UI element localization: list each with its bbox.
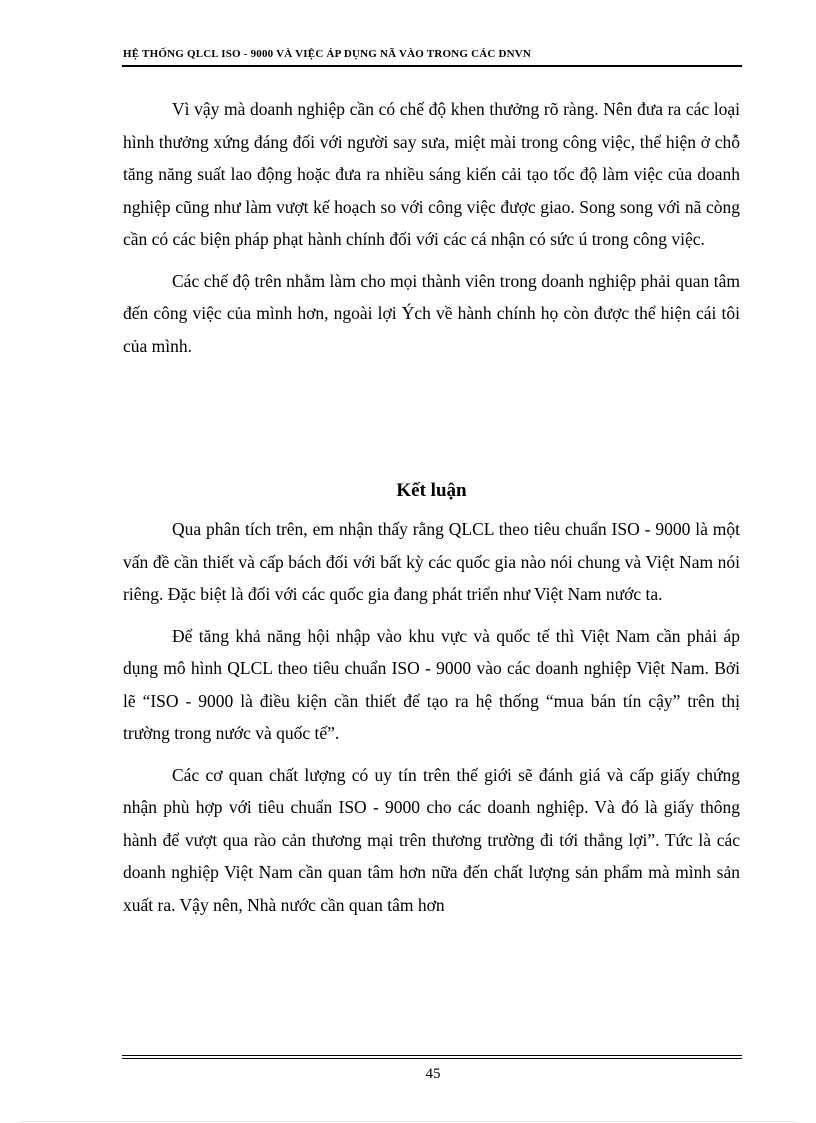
running-header: HỆ THỐNG QLCL ISO - 9000 VÀ VIỆC ÁP DỤNG NÃ VÀO TRONG CÁC DNVN bbox=[123, 48, 532, 60]
paragraph: Qua phân tích trên, em nhận thấy rằng QLCL theo tiêu chuẩn ISO - 9000 là một vấn đề cần thiết và cấp bách đối với bất kỳ các quốc gia nào nói chung và Việt Nam nói riêng. Đặc biệt là đối với các quốc gia đang phát triển như Việt Nam nước ta. bbox=[123, 519, 740, 604]
page-number: 45 bbox=[425, 1066, 441, 1082]
intro-section bbox=[123, 93, 740, 371]
header-rule bbox=[122, 65, 742, 67]
footer-rule bbox=[122, 1058, 742, 1059]
footer-rule bbox=[122, 1055, 742, 1056]
conclusion-section bbox=[123, 513, 740, 930]
paragraph: Các chế độ trên nhằm làm cho mọi thành viên trong doanh nghiệp phải quan tâm đến công việc của mình hơn, ngoài lợi Ých về hành chính họ còn được thể hiện cái tôi của mình. bbox=[123, 270, 740, 356]
paragraph: Vì vậy mà doanh nghiệp cần có chế độ khen thưởng rõ ràng. Nên đưa ra các loại hình thưởng xứng đáng đối với người say sưa, miệt mài trong công việc, thể hiện ở chỗ tăng năng suất lao động hoặc đưa ra nhiều sáng kiến cải tạo tốc độ làm việc của doanh nghiệp cũng như làm vượt kế hoạch so với công việc được giao. Song song với nã còng cần có các biện pháp phạt hành chính đối với các cá nhận có sức ú trong công việc. bbox=[123, 99, 740, 249]
paragraph: Để tăng khả năng hội nhập vào khu vực và quốc tế thì Việt Nam cần phải áp dụng mô hình QLCL theo tiêu chuẩn ISO - 9000 vào các doanh nghiệp Việt Nam. Bởi lẽ “ISO - 9000 là điều kiện cần thiết để tạo ra hệ thống “mua bán tín cậy” trên thị trường trong nước và quốc tế”. bbox=[123, 625, 740, 743]
page-edge bbox=[20, 1121, 796, 1122]
paragraph: Các cơ quan chất lượng có uy tín trên thế giới sẽ đánh giá và cấp giấy chứng nhận phù hợp với tiêu chuẩn ISO - 9000 cho các doanh nghiệp. Và đó là giấy thông hành để vượt qua rào cản thương mại trên thương trường đi tới thắng lợi”. Tức là các doanh nghiệp Việt Nam cần quan tâm hơn nữa đến chất lượng sản phẩm mà mình sản xuất ra. Vậy nên, Nhà nước cần quan tâm hơn bbox=[123, 764, 740, 915]
section-heading: Kết luận bbox=[396, 480, 467, 501]
